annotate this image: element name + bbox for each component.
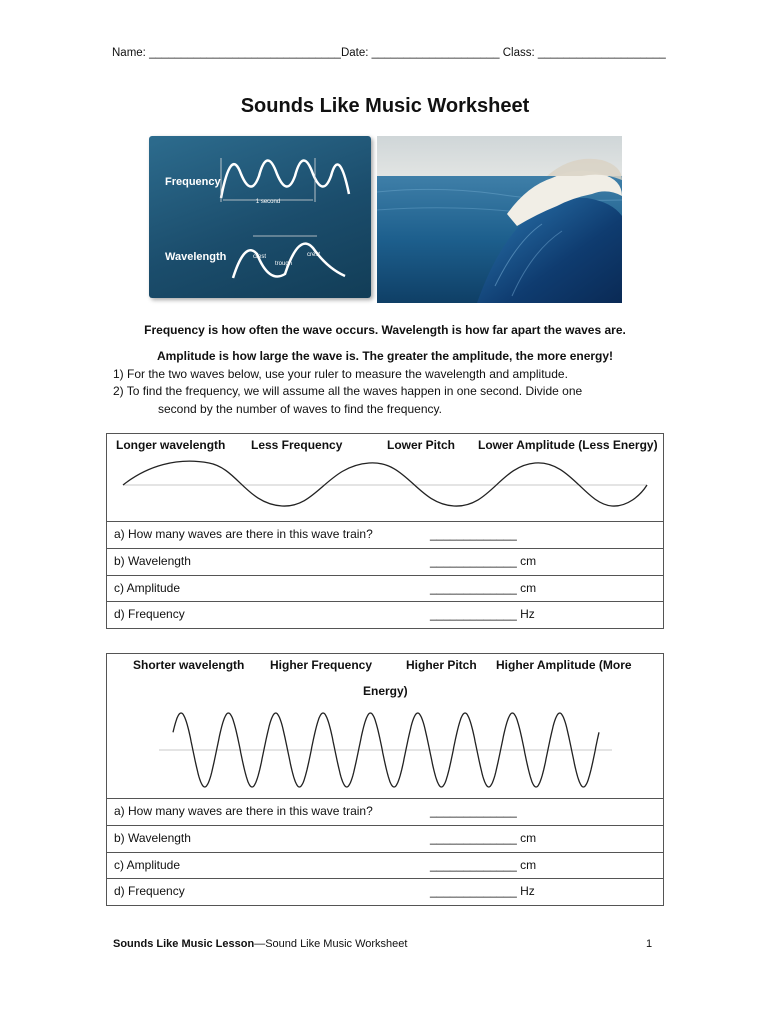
box2-question-c-label: c) Amplitude (114, 858, 181, 872)
box1-question-b (107, 548, 663, 575)
diagram-svg (149, 136, 371, 298)
box1-question-d (107, 601, 663, 628)
diagram-trough-label: trough (275, 261, 293, 267)
box1-header-wavelength: Longer wavelength (116, 438, 226, 452)
intro-line-3: 1) For the two waves below, use your ruler to measure the wavelength and amplitude. (113, 367, 568, 381)
page-number: 1 (646, 938, 653, 950)
wave-train-box-2 (106, 653, 664, 906)
diagram-one-second-label: 1 second (255, 199, 281, 205)
wave-train-box-1 (106, 433, 664, 629)
footer-text (113, 938, 407, 950)
intro-line-2: Amplitude is how large the wave is. The greater the amplitude, the more energy! (156, 349, 614, 363)
box1-answer-b[interactable]: _____________ cm (430, 554, 537, 568)
box2-wave-diagram (107, 704, 663, 790)
student-info-line: Name: ______________________________Date: ____________________ Class: ____________________ (112, 47, 666, 59)
box1-answer-c[interactable]: _____________ cm (430, 581, 537, 595)
intro-line-5: second by the number of waves to find the frequency. (158, 402, 442, 416)
footer-lesson-name: Sounds Like Music Lesson (113, 938, 255, 950)
box2-answer-b[interactable]: _____________ cm (430, 831, 537, 845)
box1-question-c (107, 575, 663, 602)
box1-header-pitch: Lower Pitch (387, 438, 456, 452)
intro-line-4: 2) To find the frequency, we will assume all the waves happen in one second. Divide one (113, 384, 583, 398)
box1-wave-diagram (107, 454, 663, 522)
diagram-wavelength-label: Wavelength (165, 251, 227, 263)
box2-question-b (107, 825, 663, 852)
box1-header-frequency: Less Frequency (251, 438, 343, 452)
box2-header-frequency: Higher Frequency (270, 658, 373, 672)
box1-wave (123, 461, 647, 506)
box2-header-wavelength: Shorter wavelength (133, 658, 245, 672)
box1-question-b-label: b) Wavelength (114, 554, 191, 568)
box2-question-b-label: b) Wavelength (114, 831, 191, 845)
diagram-frequency-label: Frequency (165, 176, 221, 188)
box1-question-c-label: c) Amplitude (114, 581, 181, 595)
box2-answer-c[interactable]: _____________ cm (430, 858, 537, 872)
box2-answer-a[interactable]: _____________ (430, 804, 517, 818)
box1-answer-d[interactable]: _____________ Hz (430, 607, 535, 621)
ocean-wave-svg (377, 136, 622, 303)
ocean-wave-photo (377, 136, 622, 303)
box2-question-c (107, 852, 663, 879)
page-title: Sounds Like Music Worksheet (240, 95, 530, 117)
diagram-crest-label-1: crest (253, 254, 267, 260)
box1-header-amplitude: Lower Amplitude (Less Energy) (478, 438, 658, 452)
diagram-frequency-wave (221, 160, 349, 198)
box2-question-d (107, 878, 663, 905)
box2-question-a (107, 798, 663, 825)
box2-answer-d[interactable]: _____________ Hz (430, 884, 535, 898)
box2-header-amplitude: Higher Amplitude (More (496, 658, 632, 672)
footer-worksheet-name: —Sound Like Music Worksheet (254, 938, 408, 950)
box2-question-d-label: d) Frequency (114, 884, 185, 898)
box2-header-amplitude-cont: Energy) (363, 684, 408, 698)
box1-question-a-label: a) How many waves are there in this wave train? (114, 527, 373, 541)
diagram-crest-label-2: crest (307, 252, 321, 258)
intro-line-1: Frequency is how often the wave occurs. Wavelength is how far apart the waves are. (144, 323, 626, 337)
box2-question-a-label: a) How many waves are there in this wave train? (114, 804, 373, 818)
box1-question-a (107, 521, 663, 548)
box2-header-pitch: Higher Pitch (406, 658, 477, 672)
box1-question-d-label: d) Frequency (114, 607, 185, 621)
box1-answer-a[interactable]: _____________ (430, 527, 517, 541)
frequency-wavelength-diagram (149, 136, 371, 298)
